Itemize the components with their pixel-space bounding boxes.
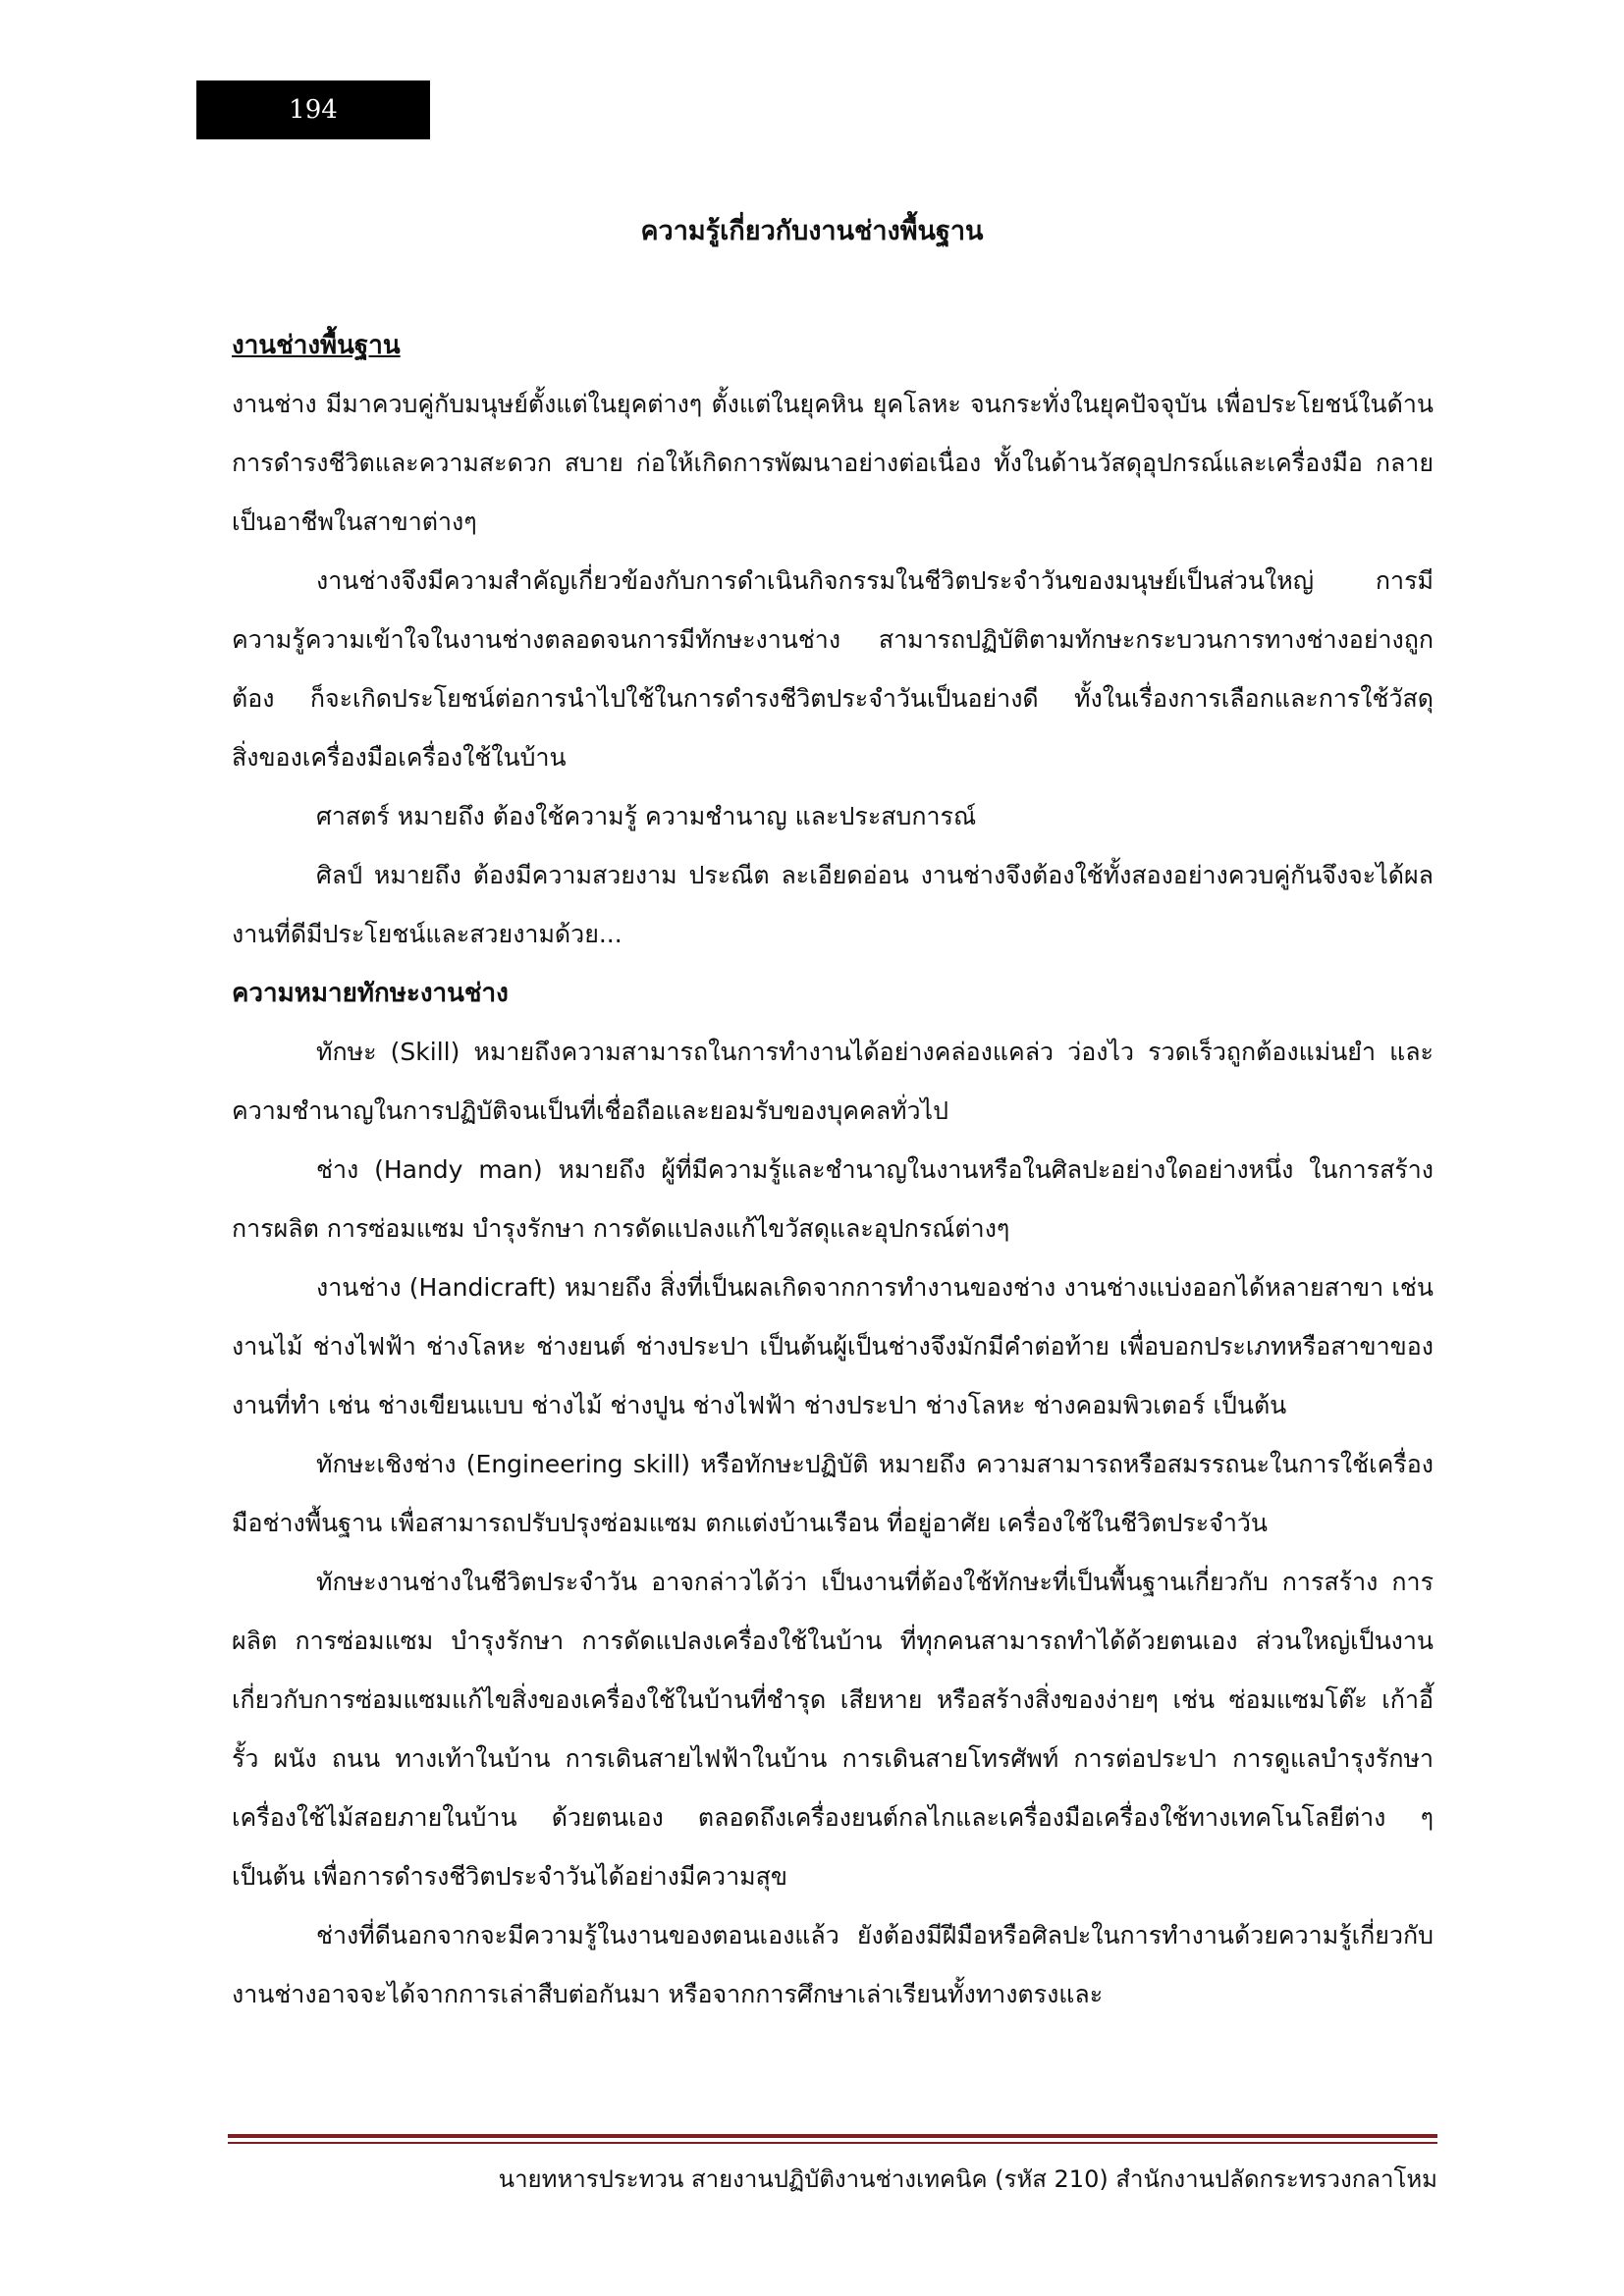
footer-divider [228, 2134, 1437, 2138]
paragraph: งานช่าง มีมาควบคู่กับมนุษย์ตั้งแต่ในยุคต่างๆ ตั้งแต่ในยุคหิน ยุคโลหะ จนกระทั่งในยุคปัจจุบัน เพื่อประโยชน์ในด้านการดำรงชีวิตและความสะดวก สบาย ก่อให้เกิดการพัฒนาอย่างต่อเนื่อง ทั้งในด้านวัสดุอุปกรณ์และเครื่องมือ กลายเป็นอาชีพในสาขาต่างๆ [232, 390, 1434, 536]
page-number-box [196, 80, 430, 139]
section-heading-basic-craft: งานช่างพื้นฐาน [232, 331, 401, 360]
paragraph: ทักษะงานช่างในชีวิตประจำวัน อาจกล่าวได้ว่า เป็นงานที่ต้องใช้ทักษะที่เป็นพื้นฐานเกี่ยวกับ การสร้าง การผลิต การซ่อมแซม บำรุงรักษา การดัดแปลงเครื่องใช้ในบ้าน ที่ทุกคนสามารถทำได้ด้วยตนเอง ส่วนใหญ่เป็นงานเกี่ยวกับการซ่อมแซมแก้ไขสิ่งของเครื่องใช้ในบ้านที่ชำรุด เสียหาย หรือสร้างสิ่งของง่ายๆ เช่น ซ่อมแซมโต๊ะ เก้าอี้ รั้ว ผนัง ถนน ทางเท้าในบ้าน การเดินสายไฟฟ้าในบ้าน การเดินสายโทรศัพท์ การต่อประปา การดูแลบำรุงรักษาเครื่องใช้ไม้สอยภายในบ้าน ด้วยตนเอง ตลอดถึงเครื่องยนต์กลไกและเครื่องมือเครื่องใช้ทางเทคโนโลยีต่าง ๆ เป็นต้น เพื่อการดำรงชีวิตประจำวันได้อย่างมีความสุข [232, 1568, 1434, 1891]
paragraph: ช่าง (Handy man) หมายถึง ผู้ที่มีความรู้และชำนาญในงานหรือในศิลปะอย่างใดอย่างหนึ่ง ในการสร้าง การผลิต การซ่อมแซม บำรุงรักษา การดัดแปลงแก้ไขวัสดุและอุปกรณ์ต่างๆ [232, 1155, 1434, 1243]
paragraph: งานช่าง (Handicraft) หมายถึง สิ่งที่เป็นผลเกิดจากการทำงานของช่าง งานช่างแบ่งออกได้หลายสาขา เช่น งานไม้ ช่างไฟฟ้า ช่างโลหะ ช่างยนต์ ช่างประปา เป็นต้นผู้เป็นช่างจึงมักมีคำต่อท้าย เพื่อบอกประเภทหรือสาขาของงานที่ทำ เช่น ช่างเขียนแบบ ช่างไม้ ช่างปูน ช่างไฟฟ้า ช่างประปา ช่างโลหะ ช่างคอมพิวเตอร์ เป็นต้น [232, 1273, 1434, 1419]
page-number: 194 [289, 95, 338, 125]
section-heading-skill-meaning: ความหมายทักษะงานช่าง [232, 979, 509, 1008]
paragraph: งานช่างจึงมีความสำคัญเกี่ยวข้องกับการดำเนินกิจกรรมในชีวิตประจำวันของมนุษย์เป็นส่วนใหญ่ การมีความรู้ความเข้าใจในงานช่างตลอดจนการมีทักษะงานช่าง สามารถปฏิบัติตามทักษะกระบวนการทางช่างอย่างถูกต้อง ก็จะเกิดประโยชน์ต่อการนำไปใช้ในการดำรงชีวิตประจำวันเป็นอย่างดี ทั้งในเรื่องการเลือกและการใช้วัสดุสิ่งของเครื่องมือเครื่องใช้ในบ้าน [232, 566, 1434, 772]
paragraph: ทักษะเชิงช่าง (Engineering skill) หรือทักษะปฏิบัติ หมายถึง ความสามารถหรือสมรรถนะในการใช้เครื่องมือช่างพื้นฐาน เพื่อสามารถปรับปรุงซ่อมแซม ตกแต่งบ้านเรือน ที่อยู่อาศัย เครื่องใช้ในชีวิตประจำวัน [232, 1450, 1434, 1537]
paragraph: ช่างที่ดีนอกจากจะมีความรู้ในงานของตอนเองแล้ว ยังต้องมีฝีมือหรือศิลปะในการทำงานด้วยความรู้เกี่ยวกับงานช่างอาจจะได้จากการเล่าสืบต่อกันมา หรือจากการศึกษาเล่าเรียนทั้งทางตรงและ [232, 1921, 1434, 2008]
paragraph: ศาสตร์ หมายถึง ต้องใช้ความรู้ ความชำนาญ และประสบการณ์ [316, 802, 977, 830]
footer-divider-thin [228, 2142, 1437, 2144]
footer-text: นายทหารประทวน สายงานปฏิบัติงานช่างเทคนิค (รหัส 210) สำนักงานปลัดกระทรวงกลาโหม [498, 2165, 1437, 2193]
paragraph: ศิลป์ หมายถึง ต้องมีความสวยงาม ประณีต ละเอียดอ่อน งานช่างจึงต้องใช้ทั้งสองอย่างควบคู่กันจึงจะได้ผลงานที่ดีมีประโยชน์และสวยงามด้วย... [232, 861, 1434, 948]
page-title: ความรู้เกี่ยวกับงานช่างพื้นฐาน [640, 216, 984, 246]
paragraph: ทักษะ (Skill) หมายถึงความสามารถในการทำงานได้อย่างคล่องแคล่ว ว่องไว รวดเร็วถูกต้องแม่นยำ และความชำนาญในการปฏิบัติจนเป็นที่เชื่อถือและยอมรับของบุคคลทั่วไป [232, 1038, 1434, 1125]
document-body [232, 316, 1434, 2024]
